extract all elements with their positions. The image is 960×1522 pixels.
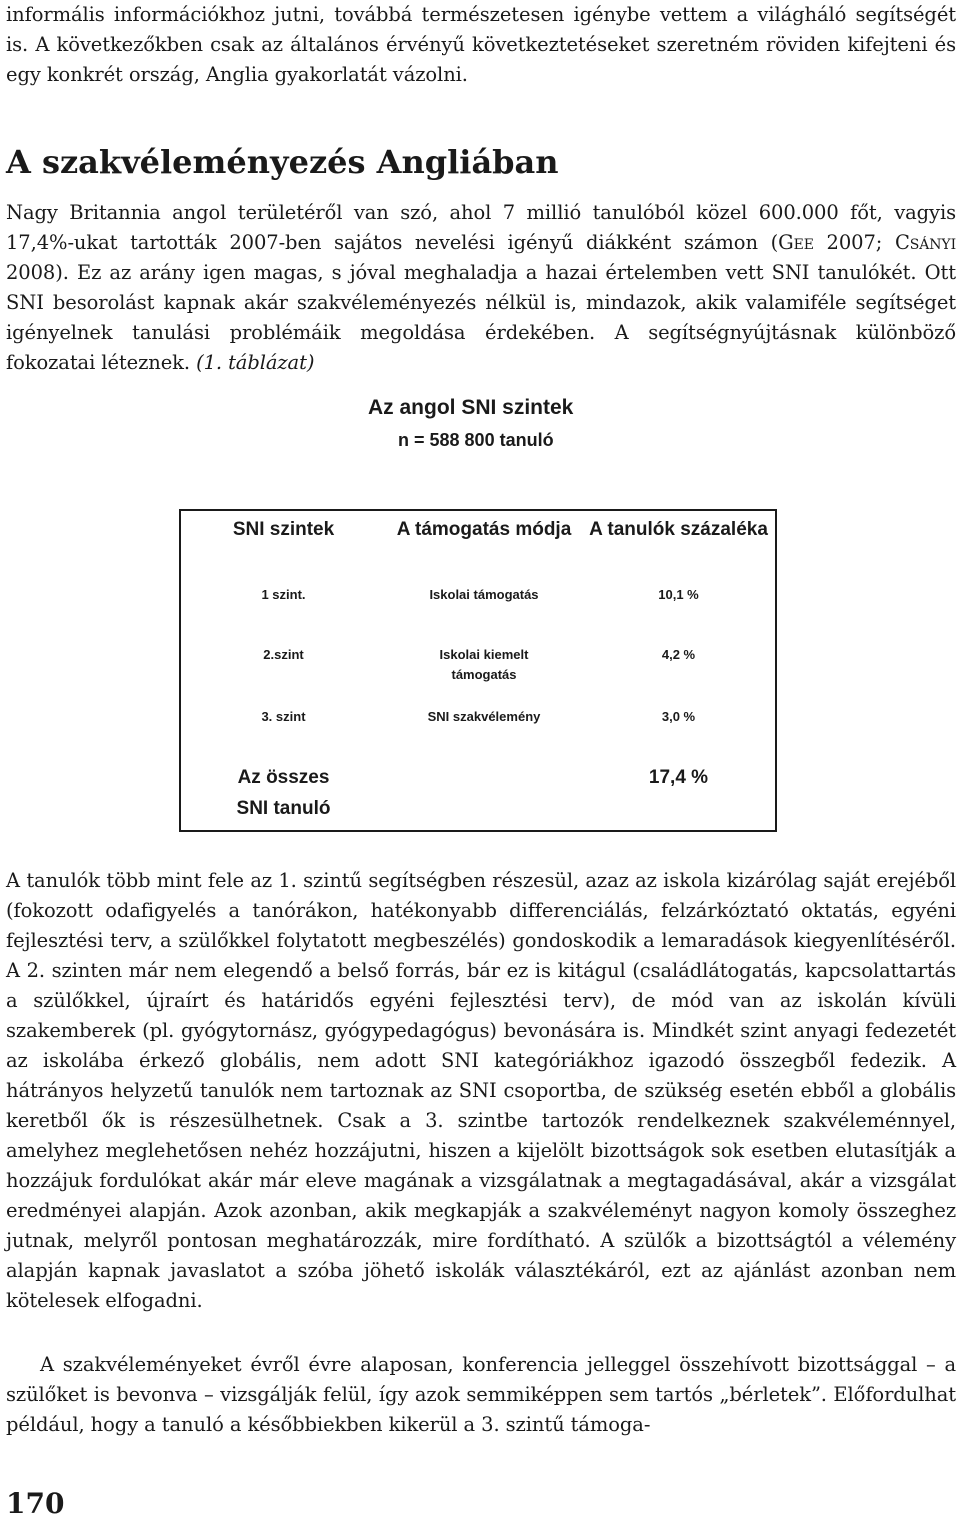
cell-percentage: 4,2 % bbox=[661, 647, 696, 662]
cell-total-label: Az összes SNI tanuló bbox=[236, 767, 331, 819]
section-title: A szakvéleményezés Angliában bbox=[6, 143, 559, 181]
citation-csanyi: Csányi bbox=[894, 231, 956, 254]
paragraph-review: A szakvéleményeket évről évre alaposan, konferencia jelleggel összehívott bizottsággal – a szülőket is bevonva – vizsgálják felül, így azok semmiképpen sem tartós „bérletek”. Előfordulhat például, hogy a tanuló a későbbiekben kikerül a 3. szintű támoga- bbox=[6, 1353, 956, 1436]
paragraph-levels-explanation: A tanulók több mint fele az 1. szintű segítségben részesül, azaz az iskola kizárólag saját erejéből (fokozott odafigyelés a tanórákon, hatékonyabb differenciálás, felzárkóztató oktatás, egyéni fejlesztési terv, a szülőkkel folytatott megbeszélés) gondoskodik a lemaradások kiegyenlítéséről. A 2. szinten már nem elegendő a belső forrás, bár ez is kitágul (családlátogatás, kapcsolattartás a szülőkkel, újraírt és határidős egyéni fejlesztési terv), de mód van az iskolán kívüli szakemberek (pl. gyógytornász, gyógypedagógus) bevonására is. Mindkét szint anyagi fedezetét az iskolába érkező globális, nem adott SNI kategóriákhoz igazodó összegből fedezik. A hátrányos helyzetű tanulók nem tartoznak az SNI csoportba, de szükség esetén ebből a globális keretből ők is részesülhetnek. Csak a 3. szintbe tartozók rendelkeznek szakvéleménnyel, amelyhez meglehetősen nehéz hozzájutni, hiszen a kijelölt bizottságok sok esetben elutasítják a hozzájuk fordulókat akár már eleve magának a vizsgálatnak a megtagadásával, akár a vizsgálat eredményei alapján. Azok azonban, akik megkapják a szakvéleményt nagyon komoly összeghez jutnak, melyről pontosan meghatározzák, mire fordítható. A szülők a bizottságtól a vélemény alapján kapnak javaslatot a szóba jöhető iskolák választékáról, ezt az ajánlást azonban nem kötelesek elfogadni. bbox=[6, 869, 956, 1312]
paragraph-text: 2007; bbox=[813, 231, 895, 254]
table-row bbox=[180, 640, 776, 702]
paragraph-text: 2008). Ez az arány igen magas, s jóval meghaladja a hazai értelemben vett SNI tanulókét. Ott SNI besorolást kapnak akár szakvéleményezés nélkül is, mindazok, akik valamiféle segítséget igényelnek tanulási problémáik megoldása érdekében. A segítségnyújtásnak különböző fokozatai léteznek. bbox=[6, 261, 956, 374]
citation-gee: Gee bbox=[778, 231, 814, 254]
paragraph-text: Nagy Britannia angol területéről van szó, ahol 7 millió tanulóból közel 600.000 főt, vagyis 17,4%-ukat tartották 2007-ben sajátos nevelési igényű diákként számon ( bbox=[6, 201, 956, 254]
header-sni-levels: SNI szintek bbox=[232, 519, 335, 540]
table-row bbox=[180, 580, 776, 640]
cell-level: 1 szint. bbox=[261, 587, 306, 602]
intro-paragraph: informális információkhoz jutni, továbbá természetesen igénybe vettem a világháló segítségét is. A következőkben csak az általános érvényű következtetéseket szeretném röviden kifejteni és egy konkrét ország, Anglia gyakorlatát vázolni. bbox=[6, 3, 956, 86]
figure-title: Az angol SNI szintek bbox=[368, 396, 574, 419]
table-total-row bbox=[180, 758, 776, 831]
header-support-type: A támogatás módja bbox=[396, 519, 572, 540]
cell-level: 3. szint bbox=[261, 709, 306, 724]
paragraph-sni-england bbox=[6, 198, 956, 378]
sni-levels-table bbox=[179, 509, 777, 832]
table-header-row bbox=[180, 510, 776, 580]
page-number: 170 bbox=[6, 1487, 65, 1520]
cell-total-empty bbox=[386, 758, 582, 831]
cell-support: SNI szakvélemény bbox=[427, 709, 541, 724]
cell-support: Iskolai támogatás bbox=[429, 587, 539, 602]
cell-level: 2.szint bbox=[263, 647, 304, 662]
cell-percentage: 10,1 % bbox=[658, 587, 699, 602]
figure-subtitle: n = 588 800 tanuló bbox=[398, 430, 554, 450]
cell-total-percentage: 17,4 % bbox=[648, 767, 709, 788]
cell-percentage: 3,0 % bbox=[661, 709, 696, 724]
table-reference: (1. táblázat) bbox=[196, 351, 315, 374]
header-student-percentage: A tanulók százaléka bbox=[589, 519, 768, 540]
cell-support: Iskolai kiemelt támogatás bbox=[439, 647, 529, 682]
table-row bbox=[180, 702, 776, 758]
